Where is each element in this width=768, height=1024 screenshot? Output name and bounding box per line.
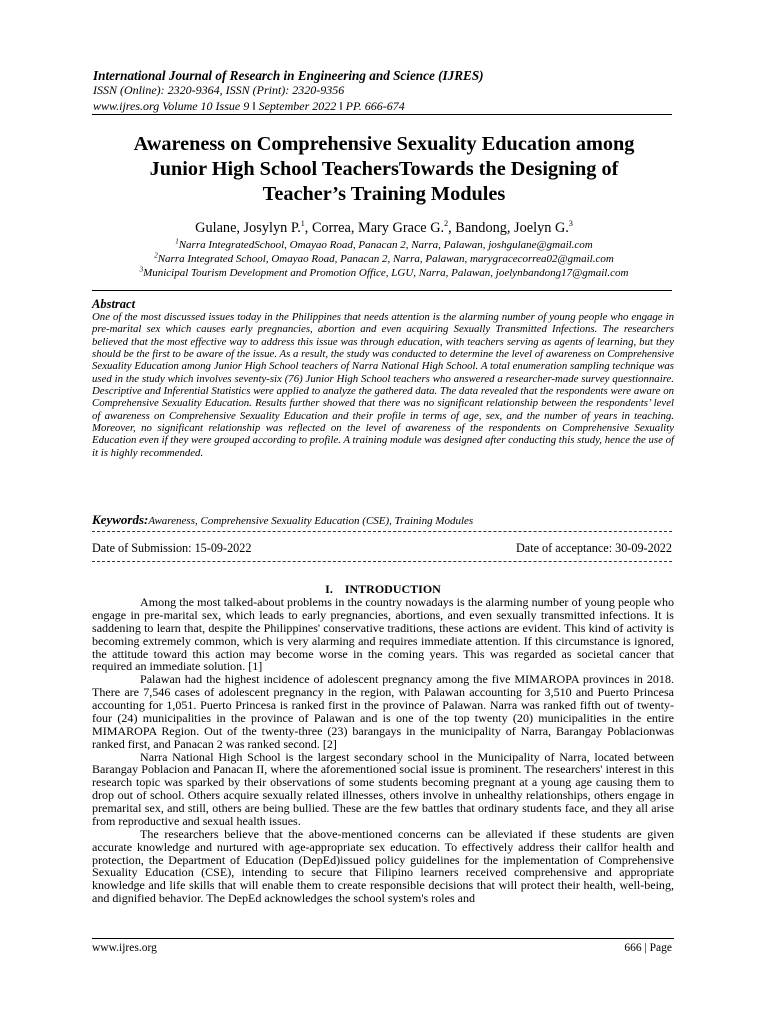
affiliation-text: Municipal Tourism Development and Promotion Office, LGU, Narra, Palawan, joelynbandong17@gmail.com: [143, 267, 629, 279]
paragraph: Among the most talked-about problems in the country nowadays is the alarming number of young people who engage in pre-marital sex, which leads to early pregnancies, abortions, and even sexually transmitted infections. It is saddening to learn that, despite the Philippines' conservative traditions, these actions are evident. This kind of activity is becoming extremely common, which is very alarming and requires immediate attention. If this circumstance is ignored, the attitude toward this action may become worse in the coming years. This was regarded as societal cancer that required an immediate solution. [1]: [92, 595, 674, 674]
abstract-top-rule: [92, 290, 672, 291]
title-line: Awareness on Comprehensive Sexuality Education among: [133, 133, 635, 155]
author-affil-marker: 2: [444, 219, 449, 229]
affiliation-marker: 1: [175, 237, 179, 246]
keywords-label: Keywords:: [92, 512, 149, 527]
header-rule: [92, 114, 672, 115]
author-name: Gulane, Josylyn P.: [195, 220, 301, 236]
abstract-heading: Abstract: [92, 297, 136, 311]
keywords-text: Awareness, Comprehensive Sexuality Education (CSE), Training Modules: [148, 515, 474, 527]
section-number: I.: [325, 582, 333, 596]
author-affil-marker: 3: [568, 219, 573, 229]
paragraph: Narra National High School is the largest secondary school in the Municipality of Narra, located between Barangay Poblacion and Panacan II, where the aforementioned social issue is prominent. The researchers' interest in this research topic was sparked by their observations of some students becoming pregnant at a young age causing them to drop out of school. Others acquire sexually related illnesses, others involve in unhealthy relationships, others engage in premarital sex, and still, others are being bullied. These are the few battles that ordinary students face, and they all arise from reproductive and sexual health issues.: [92, 749, 674, 828]
paragraph: The researchers believe that the above-mentioned concerns can be alleviated if these students are given accurate knowledge and nurtured with age-appropriate sex education. To effectively address their callfor health and protection, the Department of Education (DepEd)issued policy guidelines for the implementation of Comprehensive Sexuality Education (CSE), intending to secure that Filipino learners received comprehensive and appropriate knowledge and life skills that will enable them to create responsible decisions that will protect their health, well-being, and dignified behavior. The DepEd acknowledges the school system's roles and: [92, 826, 674, 906]
date-of-submission: Date of Submission: 15-09-2022: [92, 541, 252, 555]
submission-dates: [92, 541, 672, 556]
paragraph: Palawan had the highest incidence of adolescent pregnancy among the five MIMAROPA provinces in 2018. There are 7,546 cases of adolescent pregnancy in the region, with Palawan accounting for 3,510 and Puerto Princesa accounting for 1,051. Puerto Princesa is ranked first in the province of Palawan. Narra was ranked fifth out of twenty-four (24) municipalities in the province of Palawan and is one of the top twenty (20) municipalities in the entire MIMAROPA Region. Out of the twenty-three (23) barangays in the municipality of Narra, Barangay Poblacionwas ranked first, and Panacan 2 was ranked second. [2]: [92, 672, 674, 751]
introduction-body: [92, 596, 674, 905]
divider-dashed: [92, 531, 672, 532]
affiliation-text: Narra IntegratedSchool, Omayao Road, Panacan 2, Narra, Palawan, joshgulane@gmail.com: [178, 239, 593, 251]
affiliation-marker: 2: [154, 251, 158, 260]
affiliation: [60, 239, 708, 252]
author-name: Correa, Mary Grace G.: [311, 220, 445, 236]
author-affil-marker: 1: [300, 219, 305, 229]
title-line: Junior High School TeachersTowards the Designing of: [149, 158, 619, 180]
journal-name: International Journal of Research in Engineering and Science (IJRES): [93, 68, 484, 83]
footer-rule: [92, 938, 674, 939]
footer-page-number: 666 | Page: [624, 942, 672, 954]
footer-website: www.ijres.org: [92, 942, 157, 954]
abstract-text: One of the most discussed issues today in the Philippines that needs attention is the alarming number of young people who engage in pre-marital sex which causes early pregnancies, abortion and even acquiring Sexually Transmitted Infections. The researchers believed that the most effective way to address this issue was through education, with teachers serving as agents of learning, but they should be the first to be aware of the issue. As a result, the study was conducted to determine the level of awareness on Comprehensive Sexuality Education among Junior High School teachers of Narra National High School. A total enumeration sampling technique was used in the study which involves seventy-six (76) Junior High School teachers who answered a researcher-made survey questionnaire. Descriptive and Inferential Statistics were applied to analyze the gathered data. The data revealed that the respondents were aware on Comprehensive Sexuality Education. Results further showed that there was no significant relationship between the respondents’ level of awareness on Comprehensive Sexuality Education and their profile in terms of age, sex, and the number of years in teaching. Moreover, no significant relationship was reflected on the level of awareness of the respondents on Comprehensive Sexuality Education even if they were grouped according to profile. A training module was designed after conducting this study, hence the use of it is highly recommended.: [92, 311, 674, 459]
divider-dashed: [92, 561, 672, 562]
journal-volume: www.ijres.org Volume 10 Issue 9 ǁ September 2022 ǁ PP. 666-674: [93, 99, 405, 113]
author-list: Gulane, Josylyn P.$^1$, Correa, Mary Grace G.$^2$, Bandong, Joelyn G.$^3$: [195, 219, 573, 236]
journal-issn: ISSN (Online): 2320-9364, ISSN (Print): 2320-9356: [93, 83, 345, 97]
affiliation-marker: 3: [139, 265, 144, 274]
author-name: Bandong, Joelyn G.: [455, 220, 569, 236]
paper-title: [70, 132, 698, 207]
keywords: [92, 512, 674, 528]
affiliation: [60, 253, 708, 266]
affiliation: [60, 267, 708, 280]
affiliation-text: Narra Integrated School, Omayao Road, Panacan 2, Narra, Palawan, marygracecorrea02@gmail.com: [157, 253, 614, 265]
title-line: Teacher’s Training Modules: [262, 183, 506, 205]
date-of-acceptance: Date of acceptance: 30-09-2022: [516, 541, 672, 555]
section-title: INTRODUCTION: [344, 582, 441, 596]
